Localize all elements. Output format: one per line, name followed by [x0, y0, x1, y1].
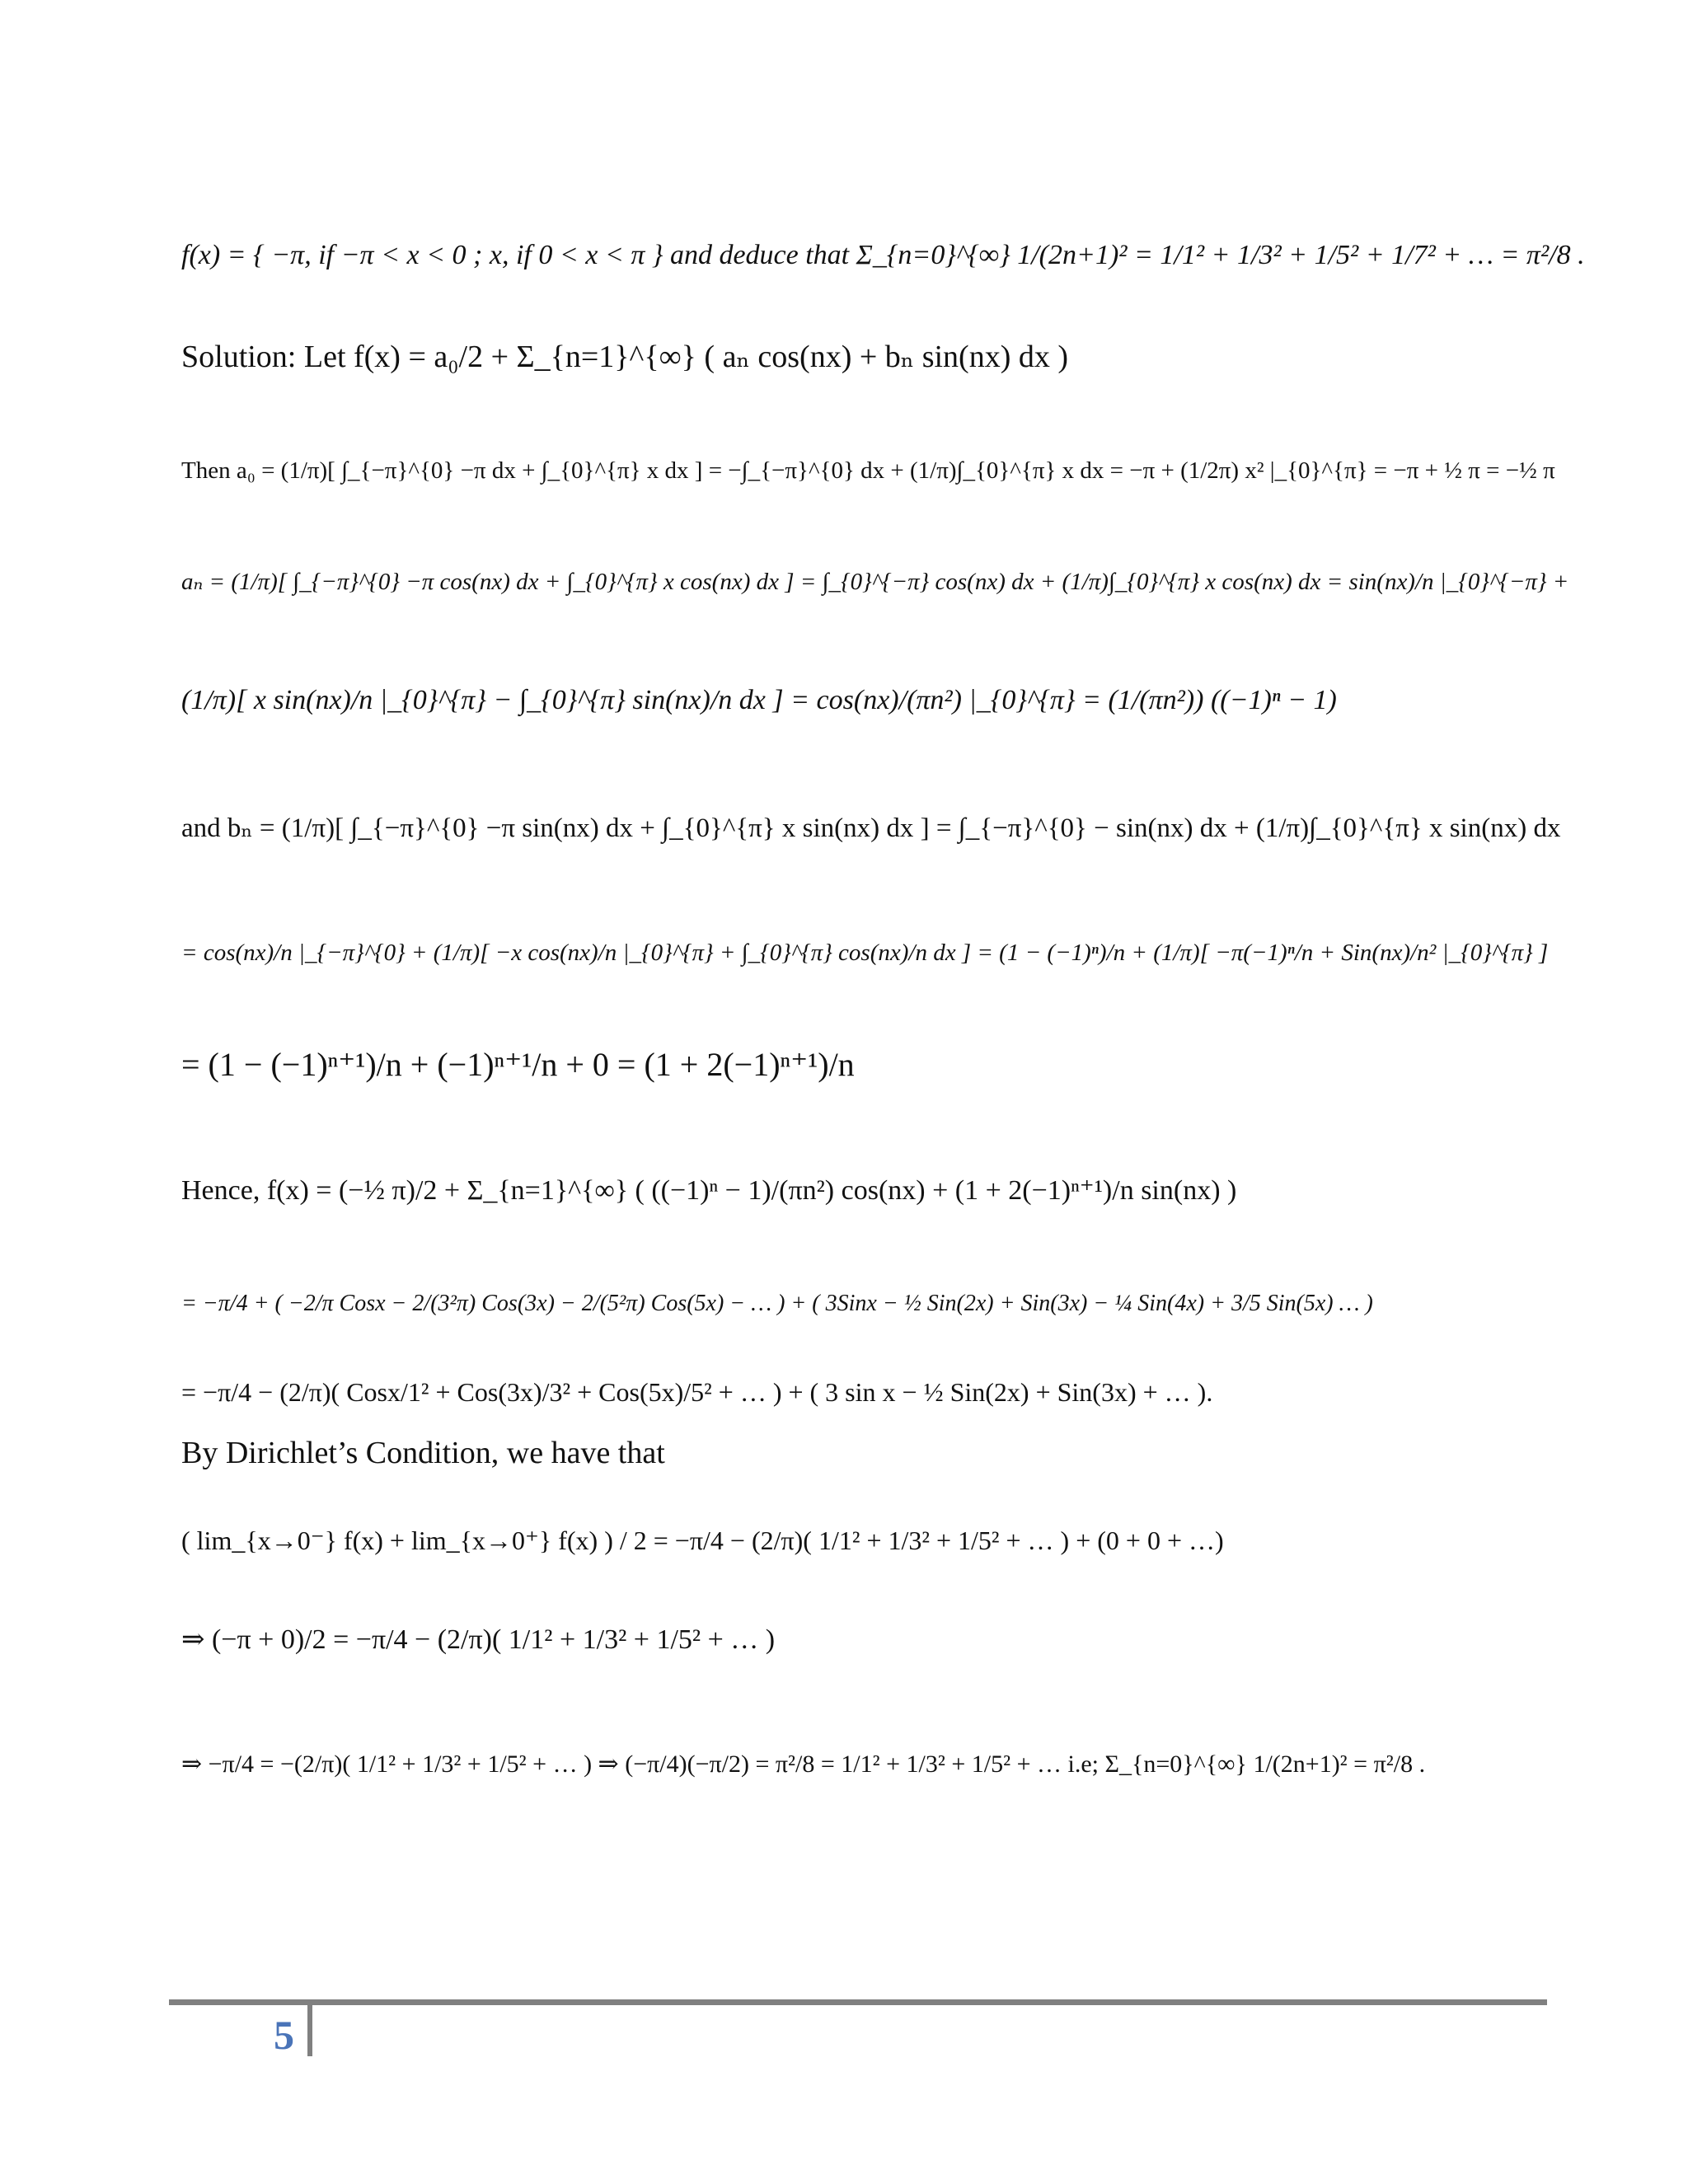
equation-line-9: Hence, f(x) = (−½ π)/2 + Σ_{n=1}^{∞} ( ((−1)ⁿ − 1)/(πn²) cos(nx) + (1 + 2(−1)ⁿ⁺¹)/n sin(nx) ) — [181, 1175, 1237, 1206]
equation-line-14: ⇒ (−π + 0)/2 = −π/4 − (2/π)( 1/1² + 1/3² + 1/5² + … ) — [181, 1624, 776, 1655]
equation-line-1: f(x) = { −π, if −π < x < 0 ; x, if 0 < x < π } and deduce that Σ_{n=0}^{∞} 1/(2n+1)² = 1/1² + 1/3² + 1/5² + 1/7² + … = π²/8 . — [181, 240, 1585, 270]
equation-line-5: (1/π)[ x sin(nx)/n |_{0}^{π} − ∫_{0}^{π} sin(nx)/n dx ] = cos(nx)/(πn²) |_{0}^{π} = (1/(πn²)) ((−1)ⁿ − 1) — [181, 685, 1337, 715]
equation-line-7: = cos(nx)/n |_{−π}^{0} + (1/π)[ −x cos(nx)/n |_{0}^{π} + ∫_{0}^{π} cos(nx)/n dx ] = (1 − (−1)ⁿ)/n + (1/π)[ −π(−1)ⁿ/n + Sin(nx)/n² |_{0}^{π} ] — [181, 940, 1549, 966]
equation-line-8: = (1 − (−1)ⁿ⁺¹)/n + (−1)ⁿ⁺¹/n + 0 = (1 + 2(−1)ⁿ⁺¹)/n — [181, 1046, 855, 1083]
footer-rule — [169, 1999, 1547, 2005]
equation-line-10: = −π/4 + ( −2/π Cosx − 2/(3²π) Cos(3x) − 2/(5²π) Cos(5x) − … ) + ( 3Sinx − ½ Sin(2x) + Sin(3x) − ¼ Sin(4x) + 3/5 Sin(5x) … ) — [181, 1291, 1373, 1316]
equation-line-4: aₙ = (1/π)[ ∫_{−π}^{0} −π cos(nx) dx + ∫_{0}^{π} x cos(nx) dx ] = ∫_{0}^{−π} cos(nx) dx + (1/π)∫_{0}^{π} x cos(nx) dx = sin(nx)/n |_{0}^{−π} + — [181, 569, 1569, 595]
equation-line-6: and bₙ = (1/π)[ ∫_{−π}^{0} −π sin(nx) dx + ∫_{0}^{π} x sin(nx) dx ] = ∫_{−π}^{0} − sin(nx) dx + (1/π)∫_{0}^{π} x sin(nx) dx — [181, 813, 1561, 843]
equation-line-13: ( lim_{x→0⁻} f(x) + lim_{x→0⁺} f(x) ) / 2 = −π/4 − (2/π)( 1/1² + 1/3² + 1/5² + … ) + (0 + 0 + …) — [181, 1526, 1224, 1555]
page-number-divider — [307, 2005, 312, 2056]
equation-line-2: Solution: Let f(x) = a₀/2 + Σ_{n=1}^{∞} ( aₙ cos(nx) + bₙ sin(nx) dx ) — [181, 340, 1069, 374]
equation-line-3: Then a₀ = (1/π)[ ∫_{−π}^{0} −π dx + ∫_{0}^{π} x dx ] = −∫_{−π}^{0} dx + (1/π)∫_{0}^{π} x dx = −π + (1/2π) x² |_{0}^{π} = −π + ½ π = −½ π — [181, 457, 1555, 484]
page-number: 5 — [274, 2012, 294, 2058]
equation-line-11: = −π/4 − (2/π)( Cosx/1² + Cos(3x)/3² + Cos(5x)/5² + … ) + ( 3 sin x − ½ Sin(2x) + Sin(3x) + … ). — [181, 1377, 1213, 1407]
equation-line-15: ⇒ −π/4 = −(2/π)( 1/1² + 1/3² + 1/5² + … ) ⇒ (−π/4)(−π/2) = π²/8 = 1/1² + 1/3² + 1/5² + … i.e; Σ_{n=0}^{∞} 1/(2n+1)² = π²/8 . — [181, 1750, 1426, 1778]
equation-line-12: By Dirichlet’s Condition, we have that — [181, 1436, 665, 1470]
